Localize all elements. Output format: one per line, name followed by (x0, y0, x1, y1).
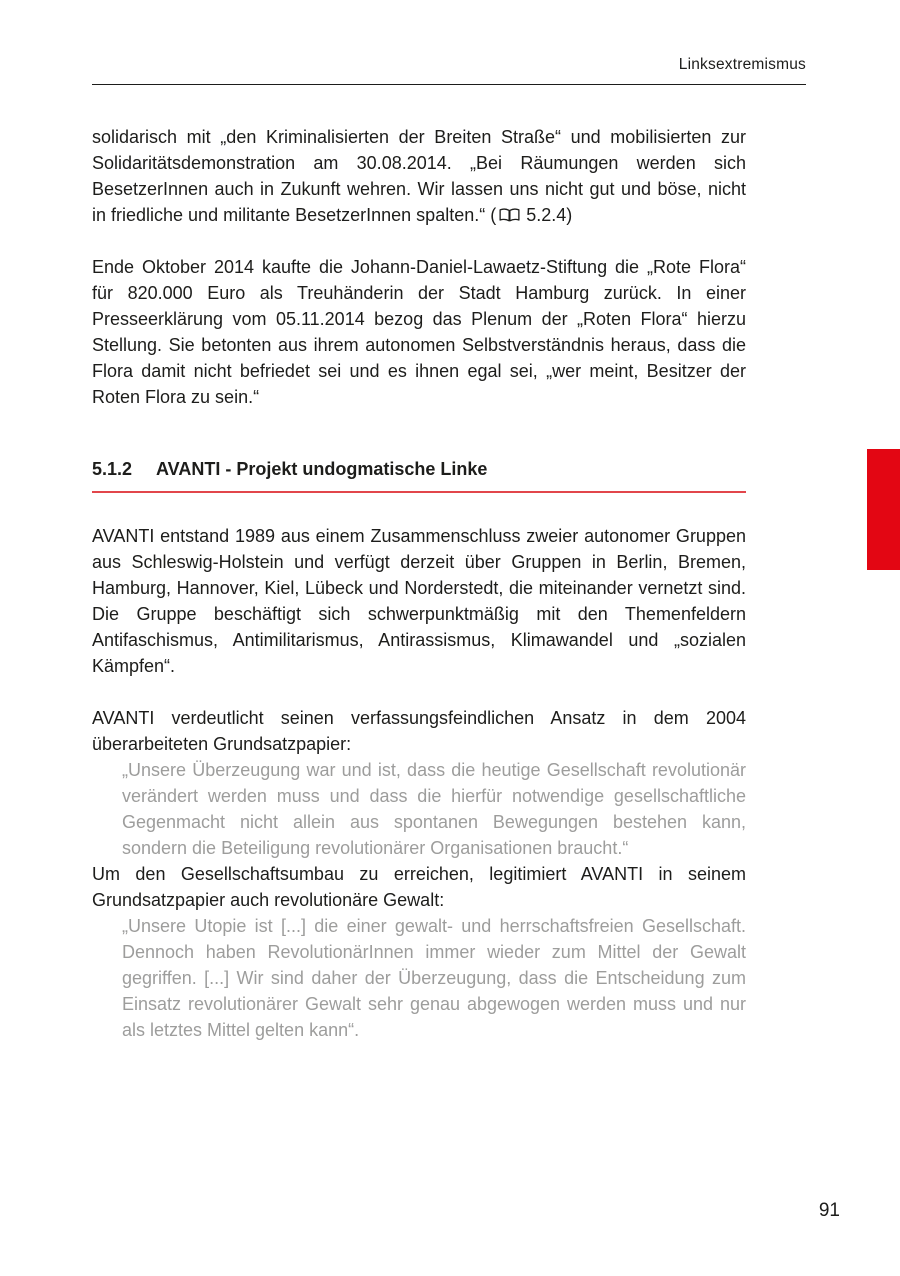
paragraph-1-reference: 5.2.4) (526, 205, 573, 225)
paragraph-2: Ende Oktober 2014 kaufte die Johann-Daniel-Lawaetz-Stiftung die „Rote Flora“ für 820.000 Euro als Treuhänderin der Stadt Hamburg zurück. In einer Presseerklärung vom 05.11.2014 bezog das Plenum der „Roten Flora“ hierzu Stellung. Sie betonten aus ihrem autonomen Selbstverständnis heraus, dass die Flora damit nicht befriedet sei und es ihnen egal sei, „wer meint, Besitzer der Roten Flora zu sein.“ (92, 257, 746, 407)
paragraph-1-text: solidarisch mit „den Kriminalisierten der Breiten Straße“ und mobilisierten zur Solidaritätsdemonstration am 30.08.2014. „Bei Räumungen werden sich BesetzerInnen auch in Zukunft wehren. Wir lassen uns nicht gut und böse, nicht in friedliche und militante BesetzerInnen spalten.“ ( (92, 127, 746, 225)
block-quote-1: „Unsere Überzeugung war und ist, dass die heutige Gesellschaft revolutionär verändert werden muss und dass die hierfür notwendige gesellschaftliche Gegenmacht nicht allein aus spontanen Bewegungen bestehen kann, sondern die Beteiligung revolutionärer Organisationen braucht.“ (122, 760, 746, 858)
header-rule (92, 84, 806, 85)
chapter-label: Linksextremismus (678, 56, 806, 73)
section-number: 5.1.2 (92, 459, 133, 479)
paragraph-1 (92, 124, 746, 228)
page-number: 91 (818, 1200, 840, 1221)
open-book-icon (499, 208, 520, 223)
paragraph-4: AVANTI verdeutlicht seinen verfassungsfeindlichen Ansatz in dem 2004 überarbeiteten Grundsatzpapier: (92, 708, 746, 754)
paragraph-3: AVANTI entstand 1989 aus einem Zusammenschluss zweier autonomer Gruppen aus Schleswig-Holstein und verfügt derzeit über Gruppen in Berlin, Bremen, Hamburg, Hannover, Kiel, Lübeck und Norderstedt, die miteinander vernetzt sind. Die Gruppe beschäftigt sich schwerpunktmäßig mit den Themenfeldern Antifaschismus, Antimilitarismus, Antirassismus, Klimawandel und „sozialen Kämpfen“. (92, 526, 746, 676)
block-quote-2: „Unsere Utopie ist [...] die einer gewalt- und herrschaftsfreien Gesellschaft. Dennoch haben RevolutionärInnen immer wieder zum Mittel der Gewalt gegriffen. [...] Wir sind daher der Überzeugung, dass die Entscheidung zum Einsatz revolutionärer Gewalt sehr genau abgewogen werden muss und nur als letztes Mittel gelten kann“. (122, 916, 746, 1040)
page-content (92, 124, 746, 1043)
paragraph-5: Um den Gesellschaftsumbau zu erreichen, legitimiert AVANTI in seinem Grundsatzpapier auch revolutionäre Gewalt: (92, 864, 746, 910)
running-header (92, 56, 806, 74)
section-heading (92, 456, 746, 493)
chapter-thumb-tab (867, 449, 900, 570)
section-title: AVANTI - Projekt undogmatische Linke (156, 459, 488, 479)
